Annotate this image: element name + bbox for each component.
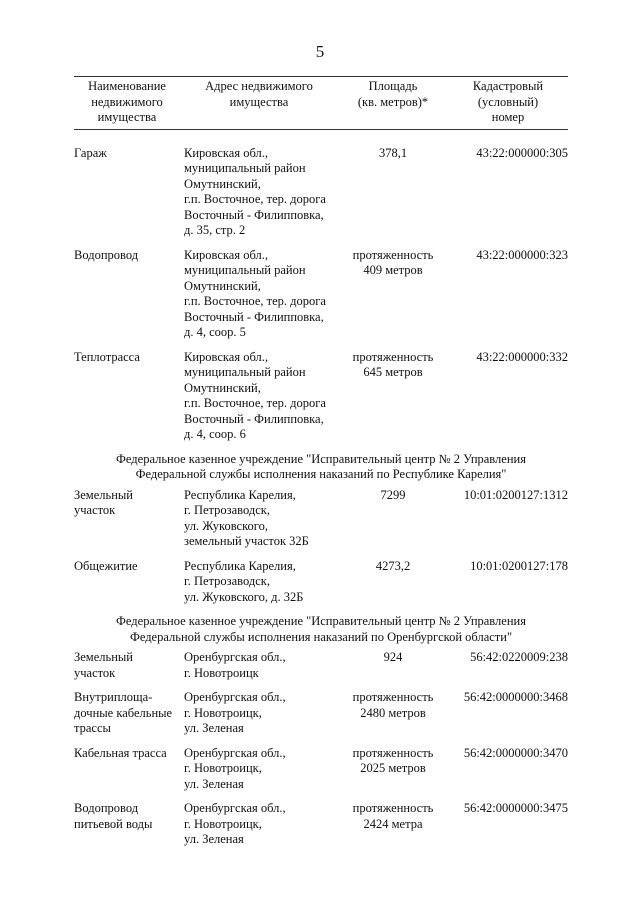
cell-cadastral: 43:22:000000:305	[476, 145, 568, 160]
cell-address: Республика Карелия, г. Петрозаводск, ул. Жуковского, д. 32Б	[184, 558, 304, 604]
cell-address: Оренбургская обл., г. Новотроицк	[184, 650, 286, 680]
cell-name: Общежитие	[74, 558, 138, 573]
cell-area: 924	[383, 650, 403, 664]
cell-cadastral: 43:22:000000:323	[476, 247, 568, 262]
table-row	[74, 248, 568, 341]
table-row	[74, 801, 568, 848]
table-row	[74, 746, 568, 793]
organization-heading: Федеральное казенное учреждение "Исправительный центр № 2 Управления Федеральной службы исполнения наказаний по Оренбургской области"	[116, 614, 526, 644]
cell-address: Кировская обл., муниципальный район Омутнинский, г.п. Восточное, тер. дорога Восточный - Филипповка, д. 4, соор. 6	[184, 349, 326, 441]
header-address: Адрес недвижимого имущества	[205, 79, 313, 109]
cell-area: протяженность 645 метров	[352, 349, 434, 379]
cell-address: Кировская обл., муниципальный район Омутнинский, г.п. Восточное, тер. дорога Восточный - Филипповка, д. 4, соор. 5	[184, 247, 326, 339]
cell-address: Республика Карелия, г. Петрозаводск, ул. Жуковского, земельный участок 32Б	[184, 487, 309, 548]
cell-address: Оренбургская обл., г. Новотроицк, ул. Зеленая	[184, 801, 286, 846]
cell-cadastral: 56:42:0000000:3468	[463, 690, 568, 704]
table-row	[74, 488, 568, 550]
cell-address: Оренбургская обл., г. Новотроицк, ул. Зеленая	[184, 690, 286, 735]
cell-cadastral: 56:42:0220009:238	[470, 650, 568, 664]
page-number: 5	[315, 42, 325, 61]
cell-cadastral: 10:01:0200127:1312	[463, 487, 568, 502]
table-row	[74, 559, 568, 606]
cell-area: протяженность 2025 метров	[352, 745, 434, 775]
table-body	[74, 146, 568, 848]
table-row	[74, 350, 568, 443]
cell-name: Теплотрасса	[74, 349, 140, 364]
cell-area: 7299	[380, 487, 406, 502]
header-name: Наименование недвижимого имущества	[88, 79, 166, 124]
cell-area: 378,1	[378, 145, 408, 160]
cell-name: Внутриплоща- дочные кабельные трассы	[74, 690, 173, 735]
cell-cadastral: 43:22:000000:332	[476, 349, 568, 364]
property-table	[74, 76, 568, 857]
cell-area: протяженность 2480 метров	[352, 690, 434, 720]
cell-name: Гараж	[74, 145, 107, 160]
cell-area: протяженность 409 метров	[352, 247, 434, 277]
table-row	[74, 690, 568, 737]
table-row	[74, 650, 568, 681]
cell-name: Водопровод питьевой воды	[74, 801, 153, 831]
cell-name: Земельный участок	[74, 650, 133, 680]
cell-name: Водопровод	[74, 247, 139, 262]
cell-cadastral: 56:42:0000000:3470	[463, 745, 568, 760]
cell-address: Кировская обл., муниципальный район Омутнинский, г.п. Восточное, тер. дорога Восточный - Филипповка, д. 35, стр. 2	[184, 145, 326, 237]
cell-address: Оренбургская обл., г. Новотроицк, ул. Зеленая	[184, 745, 286, 791]
cell-name: Кабельная трасса	[74, 745, 167, 760]
table-header	[74, 76, 568, 130]
cell-area: протяженность 2424 метра	[352, 801, 434, 831]
header-area: Площадь (кв. метров)*	[357, 79, 429, 109]
cell-cadastral: 56:42:0000000:3475	[463, 801, 568, 815]
cell-cadastral: 10:01:0200127:178	[470, 558, 568, 573]
organization-heading: Федеральное казенное учреждение "Исправительный центр № 2 Управления Федеральной службы исполнения наказаний по Республике Карелия"	[116, 451, 526, 481]
cell-area: 4273,2	[375, 558, 411, 573]
cell-name: Земельный участок	[74, 487, 133, 517]
table-row	[74, 146, 568, 239]
header-cadastral: Кадастровый (условный) номер	[472, 79, 544, 124]
